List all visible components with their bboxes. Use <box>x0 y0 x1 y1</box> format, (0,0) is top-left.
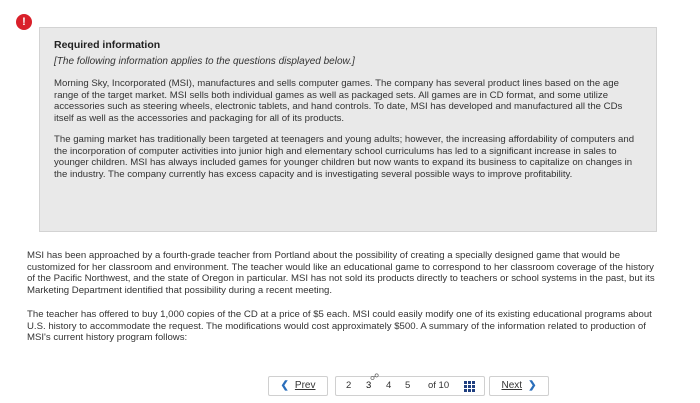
info-title: Required information <box>54 39 161 51</box>
page-4-link[interactable]: 4 <box>386 380 392 391</box>
page-2-link[interactable]: 2 <box>346 380 352 391</box>
info-paragraph: Morning Sky, Incorporated (MSI), manufactures and sells computer games. The company has several product lines based on the age range of the target market. MSI sells both individual games as well as packaged sets. All games are in CD format, and some utilize accessories such as steering wheels, electronic tablets, and hand controls. To date, MSI has developed and manufactured all the CDs itself as well as the accessories and packaging for all of its products. <box>54 78 623 124</box>
info-paragraph: The gaming market has traditionally been targeted at teenagers and young adults; however, the increasing affordability of computers and the incorporation of computer activities into junior high and elementary school curriculums has led to a significant increase in sales to younger children. MSI has always included games for younger children but now wants to expand its business to capitalize on changes in the industry. The company currently has excess capacity and is investigating several possible ways to improve profitability. <box>54 134 635 180</box>
chevron-left-icon: ❮ <box>280 380 289 391</box>
question-body <box>27 250 661 357</box>
prev-label: Prev <box>294 380 316 391</box>
question-paragraph: MSI has been approached by a fourth-grade teacher from Portland about the possibility of creating a specially designed game that would be customized for her classroom and environment. The teacher would like an educational game to correspond to her classroom coverage of the history of the Pacific Northwest, and the state of Oregon in particular. MSI has not sold its products directly to teachers or school systems in the past, but its Marketing Department identified that possibility during a recent meeting. <box>27 250 655 296</box>
chevron-right-icon: ❯ <box>528 380 537 391</box>
next-label: Next <box>501 380 523 391</box>
prev-button[interactable] <box>268 376 328 396</box>
info-subtitle: [The following information applies to the questions displayed below.] <box>54 56 355 67</box>
pagination <box>262 374 552 396</box>
link-icon: ☍ <box>370 372 380 382</box>
page-3-link[interactable]: 3 <box>366 380 372 391</box>
next-button[interactable] <box>489 376 549 396</box>
grid-icon[interactable] <box>464 381 476 392</box>
exclamation-icon: ! <box>16 14 32 30</box>
page-5-link[interactable]: 5 <box>405 380 411 391</box>
required-information-box <box>39 27 657 232</box>
page-total: of 10 <box>428 380 450 391</box>
question-paragraph: The teacher has offered to buy 1,000 copies of the CD at a price of $5 each. MSI could easily modify one of its existing educational programs about U.S. history to accommodate the request. The modifications would cost approximately $500. A summary of the information related to production of MSI's current history program follows: <box>27 309 652 343</box>
page-number-strip <box>335 372 485 396</box>
